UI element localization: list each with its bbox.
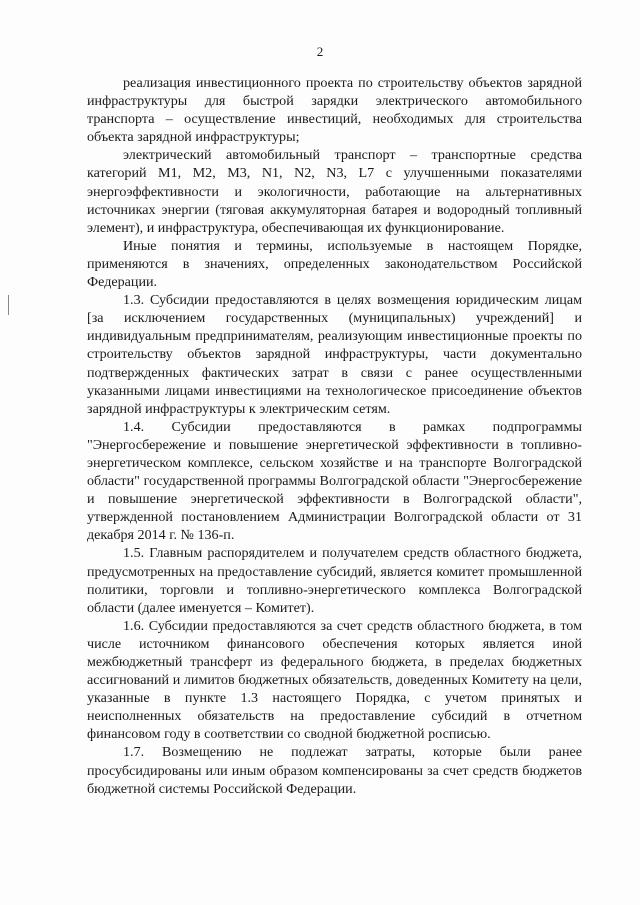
paragraph-clause-1-5: 1.5. Главным распорядителем и получателем средств областного бюджета, предусмотренных на предоставление субсидий, является комитет промышленной политики, торговли и топливно-энергетического комплекса Волгоградской области (далее именуется – Комитет).	[87, 545, 582, 616]
paragraph-investment-project-definition: реализация инвестиционного проекта по строительству объектов зарядной инфраструктуры для быстрой зарядки электрического автомобильного транспорта – осуществление инвестиций, необходимых для строительства объекта зарядной инфраструктуры;	[87, 75, 582, 146]
paragraph-clause-1-6: 1.6. Субсидии предоставляются за счет средств областного бюджета, в том числе источником финансового обеспечения которых является иной межбюджетный трансферт из федерального бюджета, в пределах бюджетных ассигнований и лимитов бюджетных обязательств, доведенных Комитету на цели, указанные в пункте 1.3 настоящего Порядка, с учетом принятых и неисполненных обязательств на предоставление субсидий в отчетном финансовом году в соответствии со сводной бюджетной росписью.	[87, 617, 582, 743]
paragraph-clause-1-7: 1.7. Возмещению не подлежат затраты, которые были ранее просубсидированы или иным образом компенсированы за счет средств бюджетов бюджетной системы Российской Федерации.	[87, 744, 582, 797]
paragraph-electric-vehicle-definition: электрический автомобильный транспорт – транспортные средства категорий M1, M2, M3, N1, N2, N3, L7 с улучшенными показателями энергоэффективности и экологичности, работающие на альтернативных источниках энергии (тяговая аккумуляторная батарея и водородный топливный элемент), и инфраструктура, обеспечивающая их функционирование.	[87, 147, 582, 236]
paragraph-clause-1-3: 1.3. Субсидии предоставляются в целях возмещения юридическим лицам [за исключением государственных (муниципальных) учреждений] и индивидуальным предпринимателям, реализующим инвестиционные проекты по строительству объектов зарядной инфраструктуры, части документально подтвержденных фактических затрат в связи с ранее осуществленными указанными лицами инвестициями на технологическое присоединение объектов зарядной инфраструктуры к электрическим сетям.	[87, 292, 582, 417]
paragraph-clause-1-4: 1.4. Субсидии предоставляются в рамках подпрограммы "Энергосбережение и повышение энергетической эффективности в топливно-энергетическом комплексе, сельском хозяйстве и на транспорте Волгоградской области" государственной программы Волгоградской области "Энергосбережение и повышение энергетической эффективности в Волгоградской области", утвержденной постановлением Администрации Волгоградской области от 31 декабря 2014 г. № 136-п.	[87, 418, 582, 544]
document-body	[87, 74, 582, 798]
scan-edge-mark	[8, 295, 9, 315]
page-number: 2	[316, 44, 324, 59]
paragraph-other-terms: Иные понятия и термины, используемые в настоящем Порядке, применяются в значениях, определенных законодательством Российской Федерации.	[87, 237, 582, 291]
